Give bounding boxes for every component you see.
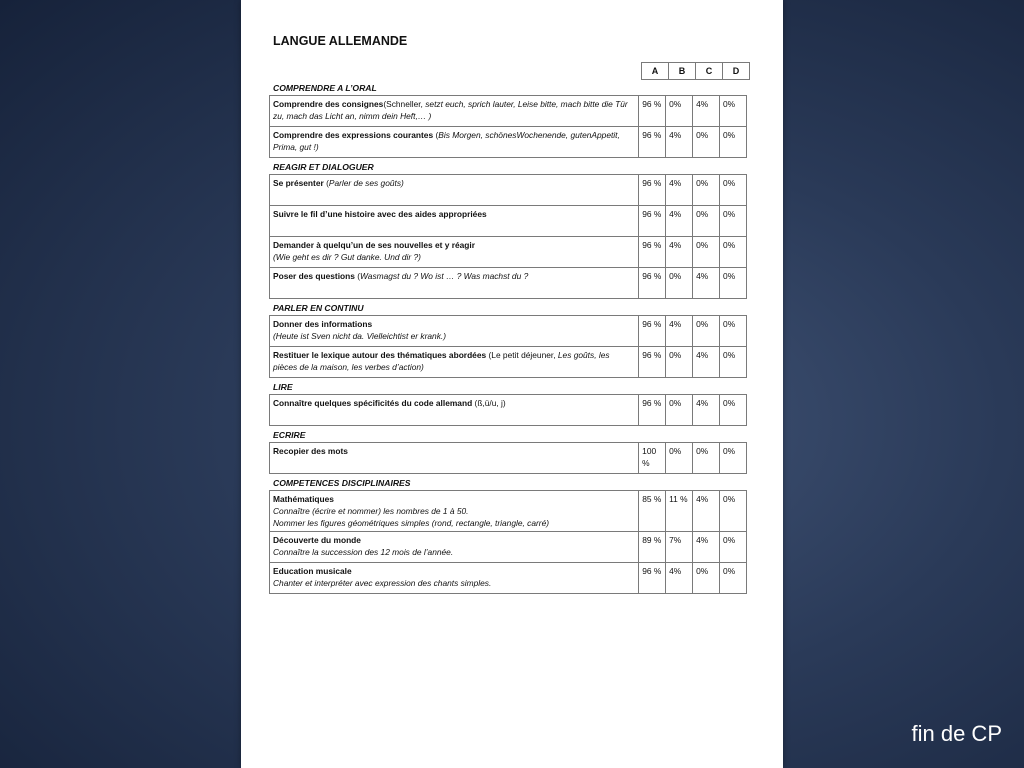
- skill-label: Education musicale: [273, 566, 352, 576]
- skill-extra: (ß,ü/u, j): [472, 398, 506, 408]
- column-a-label: A: [642, 63, 669, 80]
- section-table: [269, 394, 747, 426]
- skill-extra: (Le petit déjeuner,: [486, 350, 558, 360]
- percent-cell-c: 4%: [693, 491, 720, 532]
- skill-cell: [270, 395, 639, 426]
- skill-cell: [270, 127, 639, 158]
- skill-label: Poser des questions: [273, 271, 355, 281]
- percent-cell-c: 0%: [693, 175, 720, 206]
- percent-cell-c: 0%: [693, 563, 720, 594]
- section-table: [269, 95, 747, 158]
- table-row: [270, 268, 747, 299]
- percent-cell-a: 96 %: [639, 175, 666, 206]
- percent-cell-a: 96 %: [639, 127, 666, 158]
- table-row: [270, 237, 747, 268]
- skill-example: Bis Morgen, schönesWochenende, gutenAppetit, Prima, gut !): [273, 130, 620, 152]
- percent-cell-d: 0%: [720, 491, 747, 532]
- skill-cell: [270, 237, 639, 268]
- skill-extra: (: [323, 178, 329, 188]
- skill-cell: [270, 491, 639, 532]
- skill-label: Se présenter: [273, 178, 324, 188]
- percent-cell-a: 100 %: [639, 443, 666, 474]
- percent-cell-a: 85 %: [639, 491, 666, 532]
- skill-label: Comprendre des expressions courantes: [273, 130, 434, 140]
- section-title: REAGIR ET DIALOGUER: [273, 162, 374, 172]
- percent-cell-b: 4%: [666, 127, 693, 158]
- skill-label: Donner des informations: [273, 319, 373, 329]
- percent-cell-b: 0%: [666, 443, 693, 474]
- skill-cell: [270, 563, 639, 594]
- skill-label: Découverte du monde: [273, 535, 361, 545]
- column-b-label: B: [669, 63, 696, 80]
- percent-cell-b: 0%: [666, 347, 693, 378]
- skill-example: Connaître la succession des 12 mois de l’année.: [273, 547, 454, 557]
- skill-example: Wasmagst du ? Wo ist … ? Was machst du ?: [360, 271, 529, 281]
- percent-cell-c: 0%: [693, 127, 720, 158]
- document-title: LANGUE ALLEMANDE: [273, 34, 408, 48]
- skill-example: Connaître (écrire et nommer) les nombres de 1 à 50.: [273, 506, 469, 516]
- skill-label: Connaître quelques spécificités du code allemand: [273, 398, 473, 408]
- skill-cell: [270, 347, 639, 378]
- percent-cell-b: 4%: [666, 175, 693, 206]
- percent-cell-b: 4%: [666, 206, 693, 237]
- skill-cell: [270, 96, 639, 127]
- skill-cell: [270, 443, 639, 474]
- percent-cell-b: 7%: [666, 532, 693, 563]
- table-row: [270, 443, 747, 474]
- percent-cell-d: 0%: [720, 206, 747, 237]
- skill-example: setzt euch, sprich lauter, Leise bitte, mach bitte die Tür zu, mach das Licht an, nimm dein Heft,… ): [273, 99, 628, 121]
- table-row: [270, 316, 747, 347]
- percent-cell-b: 0%: [666, 268, 693, 299]
- skill-example: (Heute ist Sven nicht da. Vielleichtist er krank.): [273, 331, 447, 341]
- skill-label: Recopier des mots: [273, 446, 348, 456]
- percent-cell-a: 96 %: [639, 237, 666, 268]
- skill-label: Restituer le lexique autour des thématiques abordées: [273, 350, 487, 360]
- percent-cell-d: 0%: [720, 237, 747, 268]
- skill-example-2: Nommer les figures géométriques simples (rond, rectangle, triangle, carré): [273, 518, 550, 528]
- column-d-label: D: [723, 63, 750, 80]
- percent-cell-d: 0%: [720, 268, 747, 299]
- section-title: COMPETENCES DISCIPLINAIRES: [273, 478, 411, 488]
- skill-example: Parler de ses goûts): [328, 178, 404, 188]
- percent-cell-b: 4%: [666, 563, 693, 594]
- section-table: [269, 442, 747, 474]
- table-row: [270, 532, 747, 563]
- skill-example: (Wie geht es dir ? Gut danke. Und dir ?): [273, 252, 421, 262]
- percent-cell-c: 0%: [693, 206, 720, 237]
- percent-cell-c: 4%: [693, 532, 720, 563]
- section-title: ECRIRE: [273, 430, 306, 440]
- section-title: LIRE: [273, 382, 293, 392]
- skill-cell: [270, 206, 639, 237]
- percent-cell-a: 96 %: [639, 563, 666, 594]
- section-table: [269, 174, 747, 299]
- skill-label: Comprendre des consignes: [273, 99, 384, 109]
- percent-cell-c: 0%: [693, 237, 720, 268]
- section-table: [269, 490, 747, 594]
- percent-cell-c: 0%: [693, 443, 720, 474]
- percent-cell-d: 0%: [720, 563, 747, 594]
- section-title: PARLER EN CONTINU: [273, 303, 364, 313]
- percent-cell-c: 4%: [693, 268, 720, 299]
- percent-cell-d: 0%: [720, 395, 747, 426]
- percent-cell-a: 96 %: [639, 395, 666, 426]
- section-table: [269, 315, 747, 378]
- table-row: [270, 347, 747, 378]
- percent-cell-a: 96 %: [639, 347, 666, 378]
- skill-cell: [270, 175, 639, 206]
- table-row: [270, 491, 747, 532]
- percent-cell-d: 0%: [720, 443, 747, 474]
- percent-cell-b: 4%: [666, 237, 693, 268]
- percent-cell-a: 96 %: [639, 96, 666, 127]
- percent-cell-b: 4%: [666, 316, 693, 347]
- table-row: [270, 175, 747, 206]
- table-row: [270, 563, 747, 594]
- skills-sections: [269, 82, 747, 597]
- percent-cell-c: 4%: [693, 347, 720, 378]
- percent-cell-c: 4%: [693, 96, 720, 127]
- table-row: [270, 206, 747, 237]
- percent-cell-a: 89 %: [639, 532, 666, 563]
- percent-cell-d: 0%: [720, 532, 747, 563]
- percent-cell-c: 0%: [693, 316, 720, 347]
- table-row: [270, 127, 747, 158]
- slide-footer: fin de CP: [911, 721, 1002, 746]
- skill-label: Suivre le fil d’une histoire avec des aides appropriées: [273, 209, 487, 219]
- percent-cell-d: 0%: [720, 316, 747, 347]
- column-c-label: C: [696, 63, 723, 80]
- skill-example: Les goûts, les pièces de la maison, les verbes d’action): [273, 350, 610, 372]
- skill-extra: (: [354, 271, 361, 281]
- percent-cell-a: 96 %: [639, 316, 666, 347]
- section-title: COMPRENDRE A L’ORAL: [273, 83, 377, 93]
- percent-cell-b: 11 %: [666, 491, 693, 532]
- percent-cell-b: 0%: [666, 395, 693, 426]
- table-row: [270, 96, 747, 127]
- document-page: [241, 0, 783, 768]
- skill-label: Demander à quelqu’un de ses nouvelles et y réagir: [273, 240, 475, 250]
- skill-extra: (Schneller,: [383, 99, 426, 109]
- percent-cell-d: 0%: [720, 175, 747, 206]
- skill-cell: [270, 316, 639, 347]
- percent-cell-d: 0%: [720, 96, 747, 127]
- percent-cell-d: 0%: [720, 347, 747, 378]
- skill-label: Mathématiques: [273, 494, 334, 504]
- table-row: [270, 395, 747, 426]
- percent-cell-c: 4%: [693, 395, 720, 426]
- skill-extra: (: [433, 130, 439, 140]
- percent-cell-b: 0%: [666, 96, 693, 127]
- percent-cell-a: 96 %: [639, 206, 666, 237]
- skill-cell: [270, 532, 639, 563]
- column-header: [641, 62, 750, 80]
- skill-cell: [270, 268, 639, 299]
- percent-cell-a: 96 %: [639, 268, 666, 299]
- percent-cell-d: 0%: [720, 127, 747, 158]
- skill-example: Chanter et interpréter avec expression des chants simples.: [273, 578, 492, 588]
